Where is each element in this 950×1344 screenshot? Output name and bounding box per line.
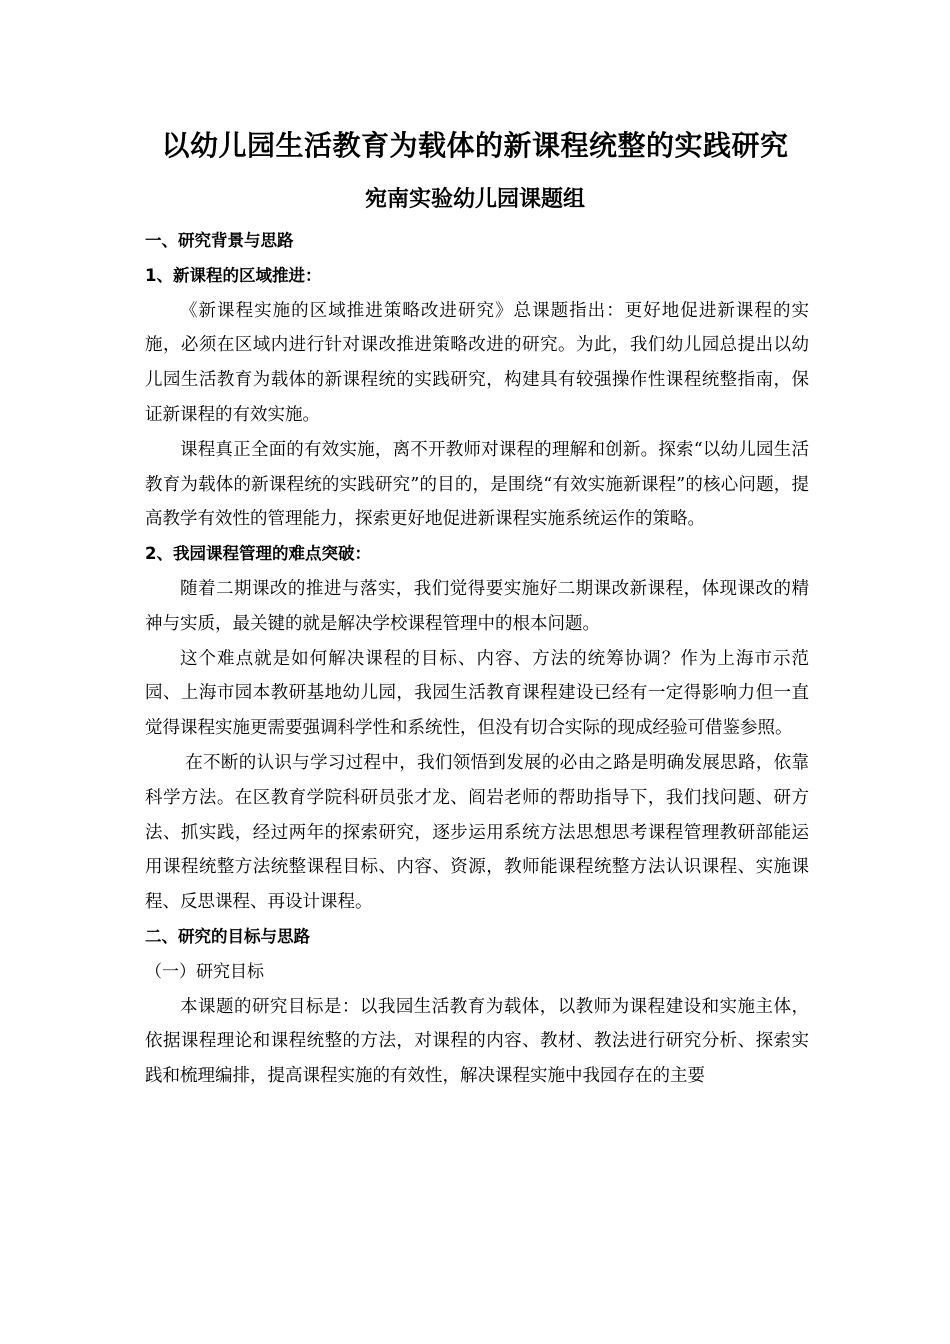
document-body	[145, 224, 809, 1094]
paragraph-6: 本课题的研究目标是：以我园生活教育为载体，以教师为课程建设和实施主体，依据课程理论和课程统整的方法，对课程的内容、教材、教法进行研究分析、探索实践和梳理编排，提高课程实施的有效性，解决课程实施中我园存在的主要	[145, 996, 809, 1087]
paragraph-2: 课程真正全面的有效实施，离不开教师对课程的理解和创新。探索“以幼儿园生活教育为载体的新课程统的实践研究”的目的，是围绕“有效实施新课程”的核心问题，提高教学有效性的管理能力，探索更好地促进新课程实施系统运作的策略。	[145, 439, 809, 530]
subsection-heading-1-1: 1、新课程的区域推进：	[145, 265, 322, 285]
section-heading-2: 二、研究的目标与思路	[145, 926, 310, 946]
subsection-heading-2-1: （一）研究目标	[145, 961, 264, 982]
paragraph-4: 这个难点就是如何解决课程的目标、内容、方法的统筹协调？作为上海市示范园、上海市园本教研基地幼儿园，我园生活教育课程建设已经有一定得影响力但一直觉得课程实施更需要强调科学性和系统性，但没有切合实际的现成经验可借鉴参照。	[145, 648, 809, 739]
paragraph-1: 《新课程实施的区域推进策略改进研究》总课题指出：更好地促进新课程的实施，必须在区域内进行针对课改推进策略改进的研究。为此，我们幼儿园总提出以幼儿园生活教育为载体的新课程统的实践研究，构建具有较强操作性课程统整指南，保证新课程的有效实施。	[145, 300, 809, 425]
paragraph-5: 在不断的认识与学习过程中，我们领悟到发展的必由之路是明确发展思路，依靠科学方法。在区教育学院科研员张才龙、阎岩老师的帮助指导下，我们找问题、研方法、抓实践，经过两年的探索研究，逐步运用系统方法思想思考课程管理教研部能运用课程统整方法统整课程目标、内容、资源，教师能课程统整方法认识课程、实施课程、反思课程、再设计课程。	[145, 752, 809, 913]
section-heading-1: 一、研究背景与思路	[145, 231, 294, 250]
document-title: 以幼儿园生活教育为载体的新课程统整的实践研究	[161, 129, 789, 162]
subsection-heading-1-2: 2、我园课程管理的难点突破：	[145, 544, 371, 564]
document-subtitle: 宛南实验幼儿园课题组	[364, 187, 585, 212]
paragraph-3: 随着二期课改的推进与落实，我们觉得要实施好二期课改新课程，体现课改的精神与实质，最关键的就是解决学校课程管理中的根本问题。	[145, 578, 809, 634]
